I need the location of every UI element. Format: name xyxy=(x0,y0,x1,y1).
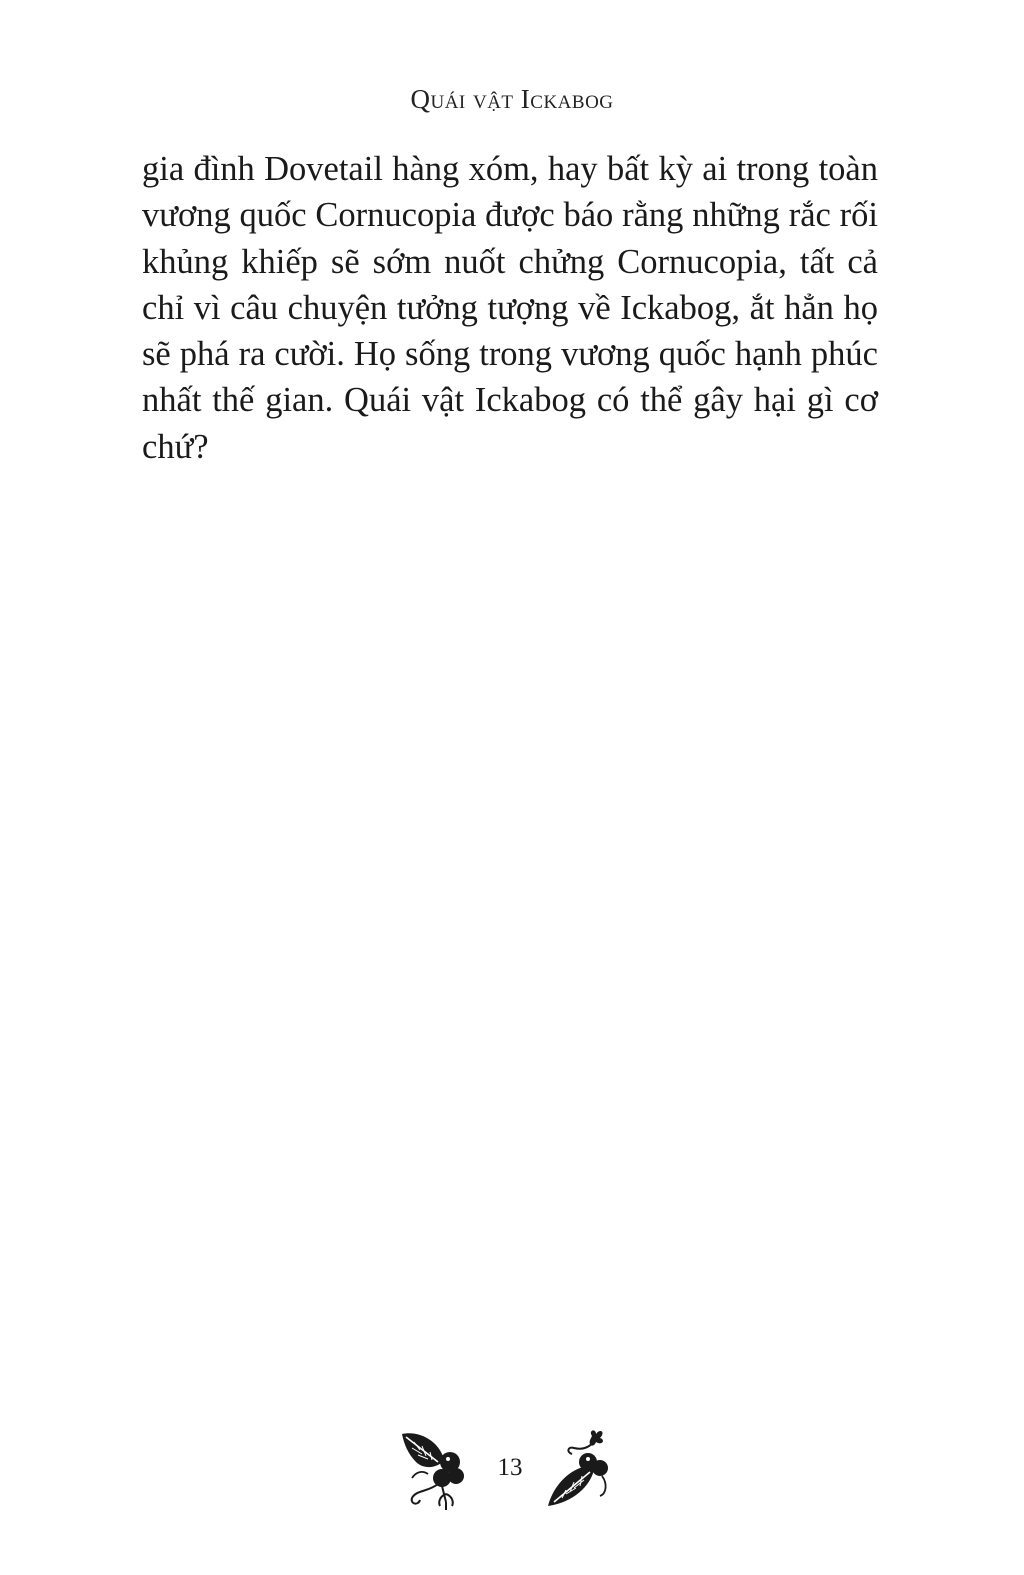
page-footer xyxy=(0,1428,1024,1518)
running-header-title: Quái vật Ickabog xyxy=(410,84,614,114)
page-number: 13 xyxy=(497,1454,523,1481)
leaf-flower-ornament-icon xyxy=(544,1428,614,1512)
leaf-vine-ornament-icon xyxy=(398,1428,468,1512)
body-paragraph: gia đình Dovetail hàng xóm, hay bất kỳ ai trong toàn vương quốc Cornucopia được báo rằng những rắc rối khủng khiếp sẽ sớm nuốt chửng Cornucopia, tất cả chỉ vì câu chuyện tưởng tượng về Ickabog, ắt hẳn họ sẽ phá ra cười. Họ sống trong vương quốc hạnh phúc nhất thế gian. Quái vật Ickabog có thể gây hại gì cơ chứ? xyxy=(142,150,878,466)
